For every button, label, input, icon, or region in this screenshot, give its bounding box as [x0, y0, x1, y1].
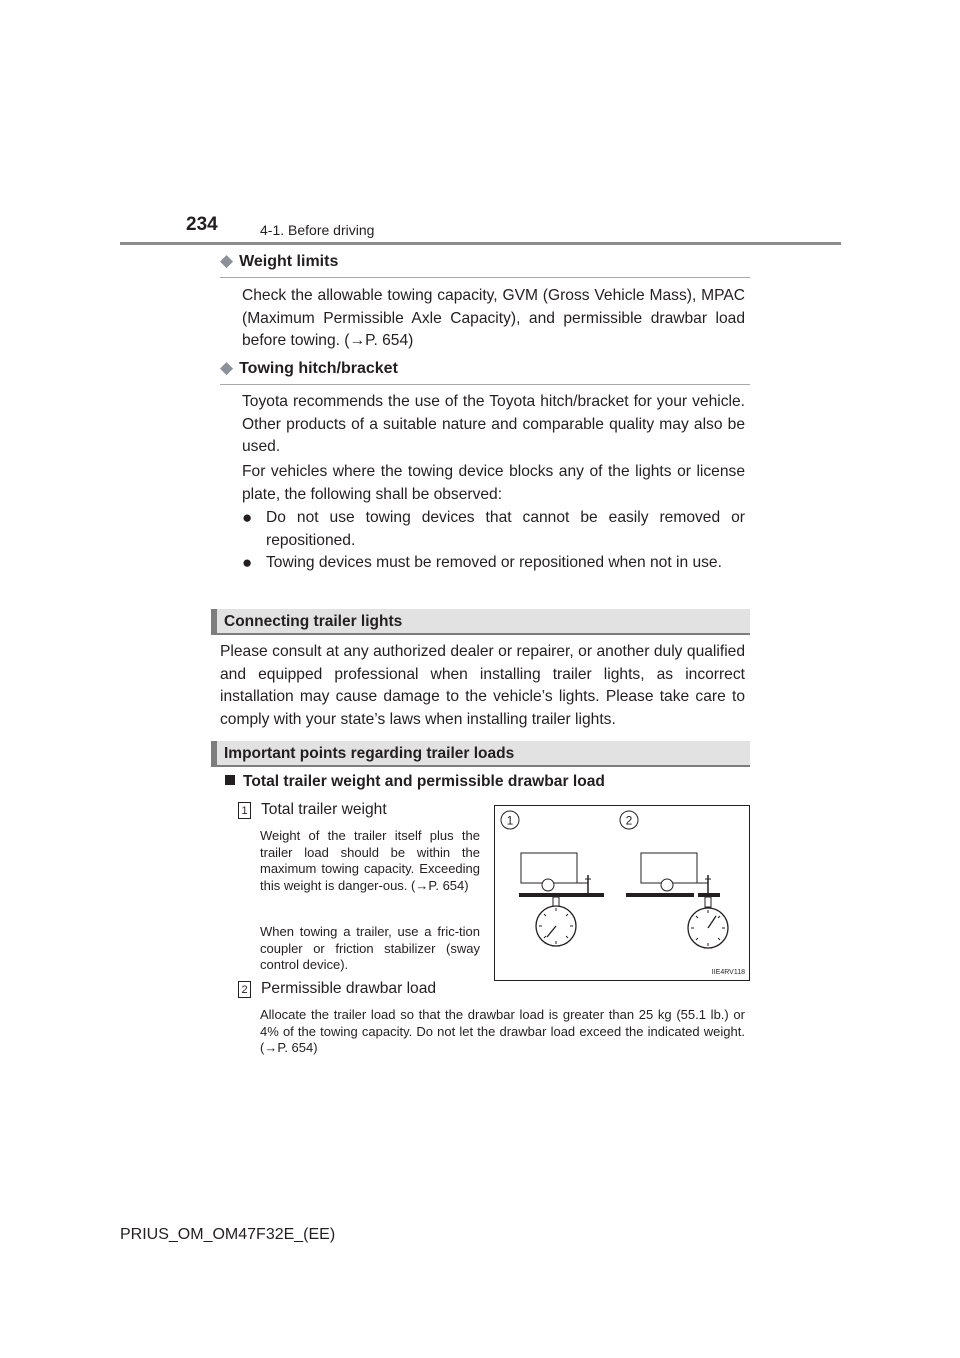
scale-platform-icon	[519, 893, 604, 897]
subheading-text: Total trailer weight and permissible drawbar load	[243, 773, 605, 790]
page-header	[186, 214, 218, 236]
page-number: 234	[186, 214, 218, 235]
bullet-dot-icon: ●	[242, 508, 253, 527]
square-bullet-icon	[225, 775, 235, 785]
bullet-dot-icon: ●	[242, 553, 253, 572]
towing-hitch-bullet-1	[242, 507, 745, 552]
section-label: 4-1. Before driving	[260, 222, 375, 238]
trailer-body-icon	[521, 853, 577, 883]
towing-hitch-paragraph-1: Toyota recommends the use of the Toyota hitch/bracket for your vehicle. Other products of a suitable nature and comparable quality may also be used.	[242, 393, 745, 455]
header-divider	[120, 242, 841, 245]
total-trailer-weight-text: Weight of the trailer itself plus the trailer load should be within the maximum towing capacity. Exceeding this weight is danger-ous. (→P. 654)	[260, 828, 480, 893]
total-trailer-weight-title: Total trailer weight	[261, 801, 387, 818]
towing-hitch-paragraph-2: For vehicles where the towing device blocks any of the lights or license plate, the following shall be observed:	[242, 463, 745, 503]
trailer-diagram	[495, 806, 749, 980]
drawbar-load-text: Allocate the trailer load so that the drawbar load is greater than 25 kg (55.1 lb.) or 4% of the towing capacity. Do not let the drawbar load exceed the indicated weight. (→P. 654)	[260, 1007, 745, 1055]
bullet-text: Towing devices must be removed or repositioned when not in use.	[266, 554, 722, 571]
weight-limits-heading-text: Weight limits	[239, 253, 339, 270]
trailer-wheel-icon	[661, 879, 673, 891]
scale-platform-icon	[698, 893, 720, 897]
total-trailer-weight-note: When towing a trailer, use a fric-tion coupler or friction stabilizer (sway control device).	[260, 924, 480, 972]
drawbar-load-scale-right	[626, 853, 728, 948]
trailer-loads-subheading	[225, 773, 605, 791]
document-code: PRIUS_OM_OM47F32E_(EE)	[120, 1226, 336, 1243]
item-number-2: 2	[238, 981, 251, 998]
trailer-loads-heading: Important points regarding trailer loads	[211, 741, 750, 767]
diamond-bullet-icon: ◆	[220, 251, 234, 270]
ground-line-icon	[626, 893, 694, 897]
weight-limits-paragraph: Check the allowable towing capacity, GVM (Gross Vehicle Mass), MPAC (Maximum Permissible Axle Capacity), and permissible drawbar load before towing. (→P. 654)	[242, 287, 745, 349]
drawbar-load-title: Permissible drawbar load	[261, 980, 437, 997]
trailer-lights-heading: Connecting trailer lights	[211, 609, 750, 635]
item-number-1: 1	[238, 802, 251, 819]
trailer-weight-scale-left	[519, 853, 604, 946]
figure-label-2: 2	[625, 813, 633, 828]
figure-label-1: 1	[506, 813, 514, 828]
towing-hitch-heading-text: Towing hitch/bracket	[239, 360, 398, 377]
diamond-bullet-icon: ◆	[220, 358, 234, 377]
weight-limits-heading	[220, 251, 750, 278]
towing-hitch-heading	[220, 358, 750, 385]
trailer-body-icon	[641, 853, 697, 883]
trailer-wheel-icon	[542, 879, 554, 891]
bullet-text: Do not use towing devices that cannot be easily removed or repositioned.	[266, 509, 745, 549]
figure-code: IIE4RV118	[711, 969, 745, 976]
towing-hitch-bullet-2	[242, 552, 745, 575]
trailer-lights-paragraph: Please consult at any authorized dealer or repairer, or another duly qualified and equipped professional when installing trailer lights, as incorrect installation may cause damage to the vehicle’s lights. Please take care to comply with your state’s laws when installing trailer lights.	[220, 643, 745, 728]
trailer-weight-figure	[494, 805, 750, 981]
